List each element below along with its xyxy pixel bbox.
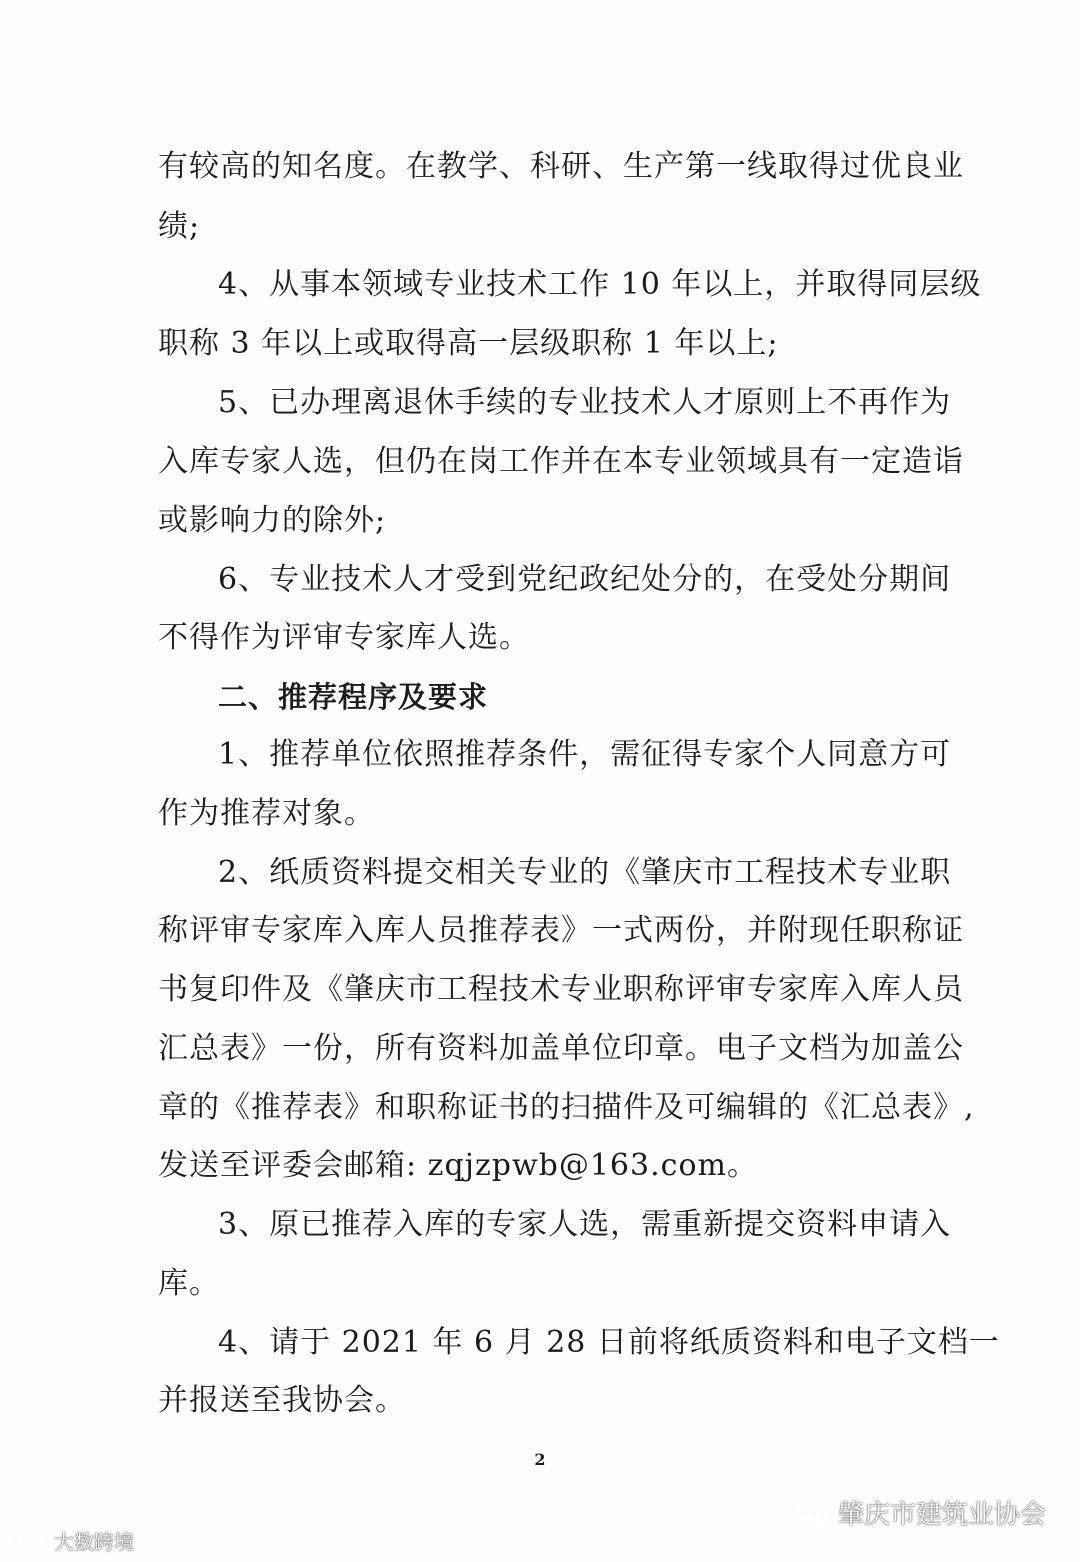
page-number: 2 [534,1450,546,1469]
text-line: 作为推荐对象。 [158,796,375,831]
watermark-right-text: 肇庆市建筑业协会 [837,1500,1046,1530]
watermark-left-text: 大数跨境 [54,1530,134,1554]
watermark-right [796,1494,1046,1531]
text-line: 不得作为评审专家库人选。 [158,620,530,655]
text-line: 称评审专家库入库人员推荐表》一式两份，并附现任职称证 [158,913,964,948]
text-line: 库。 [158,1266,220,1301]
text-line: 或影响力的除外; [158,503,387,538]
text-line: 1、推荐单位依照推荐条件，需征得专家个人同意方可 [218,737,952,772]
text-line: 章的《推荐表》和职称证书的扫描件及可编辑的《汇总表》, [158,1090,975,1125]
text-line: 职称 3 年以上或取得高一层级职称 1 年以上; [158,326,779,361]
text-line: 书复印件及《肇庆市工程技术专业职称评审专家库入库人员 [158,972,964,1007]
text-line: 4、从事本领域专业技术工作 10 年以上，并取得同层级 [218,267,982,302]
section-heading: 二、推荐程序及要求 [218,680,489,714]
text-line: 发送至评委会邮箱: zqjzpwb@163.com。 [158,1148,758,1183]
text-line: 并报送至我协会。 [158,1383,406,1418]
text-line: 绩; [158,209,201,244]
text-line: 6、专业技术人才受到党纪政纪处分的，在受处分期间 [218,562,952,597]
text-line: 汇总表》一份，所有资料加盖单位印章。电子文档为加盖公 [158,1031,964,1066]
wechat-icon [796,1498,830,1528]
text-line: 5、已办理离退休手续的专业技术人才原则上不再作为 [218,385,952,420]
text-line: 4、请于 2021 年 6 月 28 日前将纸质资料和电子文档一 [218,1325,1000,1360]
text-line: 入库专家人选，但仍在岗工作并在本专业领域具有一定造诣 [158,444,964,479]
text-line: 有较高的知名度。在教学、科研、生产第一线取得过优良业 [158,149,964,184]
watermark-left [6,1526,134,1555]
logo-icon [6,1530,48,1552]
text-line: 2、纸质资料提交相关专业的《肇庆市工程技术专业职 [218,855,952,890]
text-line: 3、原已推荐入库的专家人选，需重新提交资料申请入 [218,1207,952,1242]
